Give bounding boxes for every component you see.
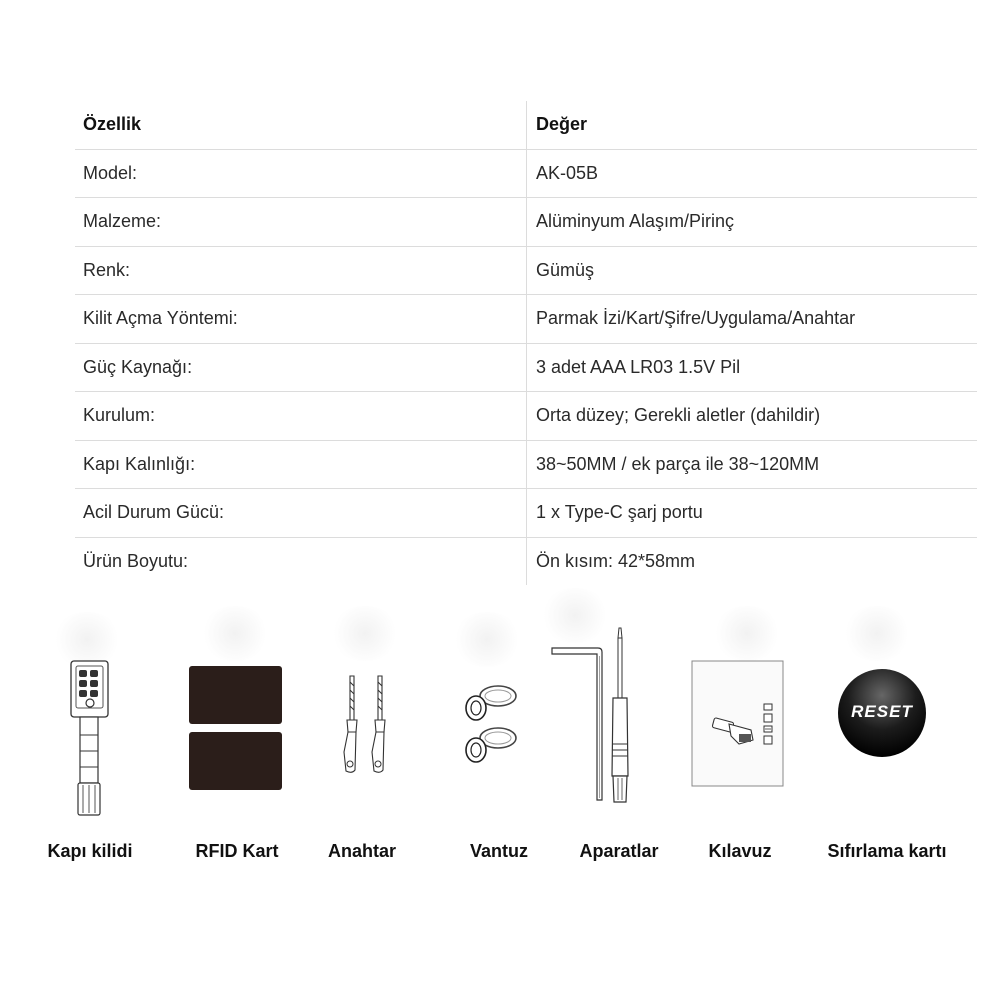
table-cell-feature: Güç Kaynağı: [75, 343, 527, 392]
table-cell-feature: Model: [75, 149, 527, 198]
spec-table [75, 101, 977, 585]
suction-cup-icon [462, 682, 522, 768]
table-cell-value: 1 x Type-C şarj portu [527, 489, 978, 538]
item-label-door-lock: Kapı kilidi [47, 841, 133, 861]
table-cell-value: Ön kısım: 42*58mm [527, 537, 978, 585]
table-row [75, 149, 977, 198]
item-label-key: Anahtar [327, 841, 396, 861]
table-cell-feature: Renk: [75, 246, 527, 295]
reset-card-image [837, 668, 927, 758]
key-image [338, 672, 392, 776]
item-label-manual: Kılavuz [708, 841, 772, 861]
table-header-feature: Özellik [75, 101, 527, 149]
item-label-tools: Aparatlar [579, 841, 659, 861]
table-cell-feature: Malzeme: [75, 198, 527, 247]
item-label-suction-cup: Vantuz [469, 841, 528, 861]
tools-icon [550, 626, 630, 804]
table-cell-value: AK-05B [527, 149, 978, 198]
table-cell-feature: Ürün Boyutu: [83, 550, 189, 571]
key-icon [338, 672, 392, 776]
table-cell-feature: Kapı Kalınlığı: [75, 440, 527, 489]
table-row [75, 343, 977, 392]
suction-cup-image [462, 682, 522, 768]
table-header-value: Değer [527, 101, 978, 149]
glow-decoration [712, 606, 782, 661]
door-lock-image [60, 655, 120, 820]
item-label-rfid-card: RFID Kart [195, 841, 279, 861]
manual-image [691, 660, 785, 788]
table-cell-feature: Kurulum: [75, 392, 527, 441]
manual-icon [691, 660, 785, 788]
table-row [75, 440, 977, 489]
table-cell-value: 38~50MM / ek parça ile 38~120MM [527, 440, 978, 489]
table-row [75, 295, 977, 344]
table-cell-value: 3 adet AAA LR03 1.5V Pil [527, 343, 978, 392]
table-header-row [75, 101, 977, 149]
table-row [75, 246, 977, 295]
rfid-card-image [188, 665, 284, 791]
table-cell-feature: Kilit Açma Yöntemi: [75, 295, 527, 344]
item-label-reset-card: Sıfırlama kartı [827, 841, 947, 861]
table-cell-value: Gümüş [527, 246, 978, 295]
rfid-card-icon [188, 665, 284, 791]
table-cell-value: Orta düzey; Gerekli aletler (dahildir) [527, 392, 978, 441]
tools-image [550, 626, 630, 804]
table-row [75, 537, 977, 585]
reset-card-text: RESET [851, 702, 913, 721]
glow-decoration [200, 606, 270, 661]
table-row [75, 198, 977, 247]
glow-decoration [452, 612, 522, 667]
table-row [75, 489, 977, 538]
door-lock-icon [60, 655, 120, 820]
glow-decoration [842, 606, 912, 661]
table-row [75, 392, 977, 441]
table-cell-feature: Acil Durum Gücü: [75, 489, 527, 538]
glow-decoration [330, 606, 400, 661]
table-cell-value: Parmak İzi/Kart/Şifre/Uygulama/Anahtar [527, 295, 978, 344]
table-cell-value: Alüminyum Alaşım/Pirinç [527, 198, 978, 247]
